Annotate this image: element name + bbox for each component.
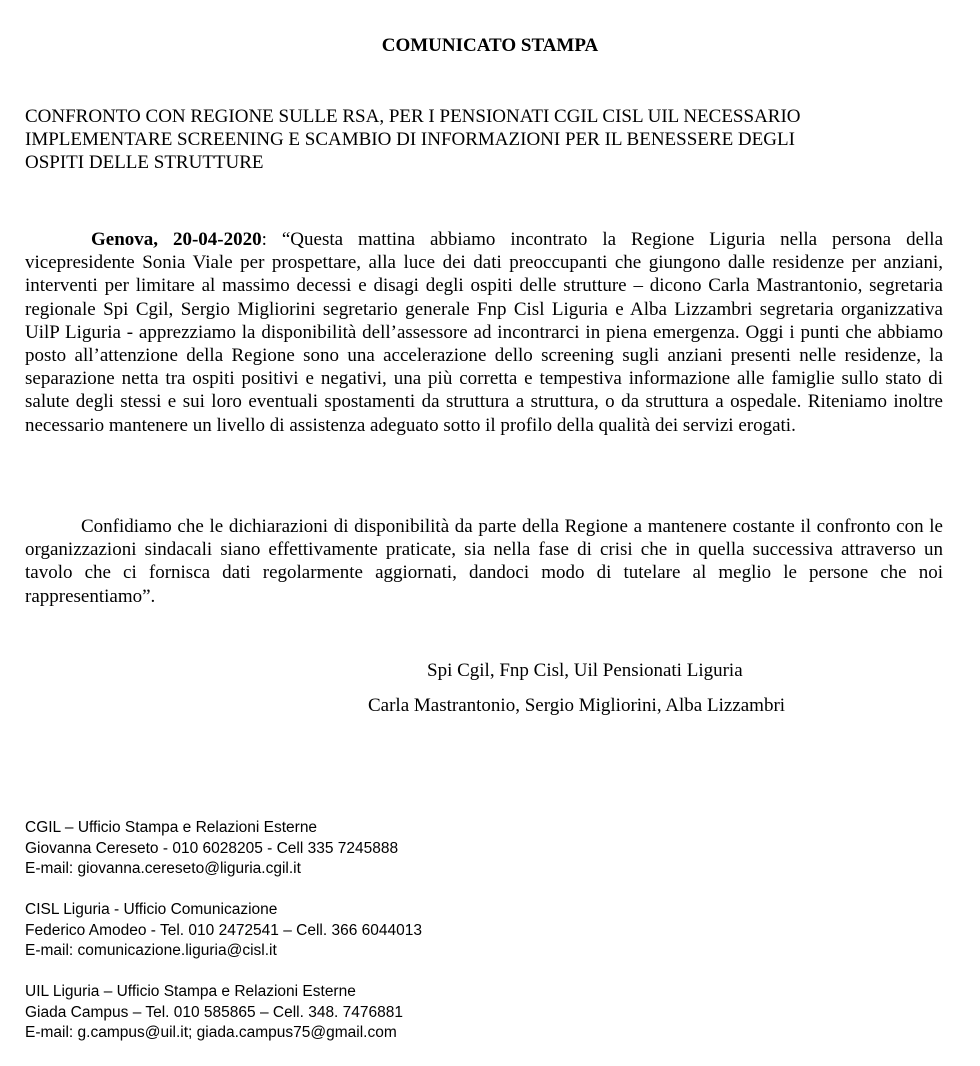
headline-line: OSPITI DELLE STRUTTURE	[25, 152, 264, 174]
contact-office: CGIL – Ufficio Stampa e Relazioni Esterne	[25, 819, 318, 836]
signature-names: Carla Mastrantonio, Sergio Migliorini, Alba Lizzambri	[368, 695, 786, 716]
headline-line: IMPLEMENTARE SCREENING E SCAMBIO DI INFORMAZIONI PER IL BENESSERE DEGLI	[25, 129, 795, 151]
body-paragraph-1	[25, 228, 943, 437]
contact-office: UIL Liguria – Ufficio Stampa e Relazioni Esterne	[25, 983, 356, 1000]
contact-office: CISL Liguria - Ufficio Comunicazione	[25, 901, 278, 918]
contact-phone: Giovanna Cereseto - 010 6028205 - Cell 335 7245888	[25, 839, 399, 857]
paragraph-1-text: : “Questa mattina abbiamo incontrato la Regione Liguria nella persona della vicepresidente Sonia Viale per prospettare, alla luce dei dati preoccupanti che giungono dalle residenze per anziani, interventi per limitare al massimo decessi e disagi degli ospiti delle strutture – dicono Carla Mastrantonio, segretaria regionale Spi Cgil, Sergio Migliorini segretario generale Fnp Cisl Liguria e Alba Lizzambri segretaria organizzativa UilP Liguria - apprezziamo la disponibilità dell’assessore ad incontrarci in piena emergenza. Oggi i punti che abbiamo posto all’attenzione della Regione sono una accelerazione dello screening sugli anziani presenti nelle residenze, la separazione netta tra ospiti positivi e negativi, una più corretta e tempestiva informazione alle famiglie sullo stato di salute degli stessi e sui loro eventuali spostamenti da struttura a struttura, o da struttura a ospedale. Riteniamo inoltre necessario mantenere un livello di assistenza adeguato sotto il profilo della qualità dei servizi erogati.	[25, 229, 943, 436]
contact-block-uil	[25, 982, 725, 1044]
press-contacts	[25, 818, 725, 1064]
contact-block-cgil	[25, 818, 725, 880]
contact-email: E-mail: comunicazione.liguria@cisl.it	[25, 942, 277, 959]
headline-line: CONFRONTO CON REGIONE SULLE RSA, PER I PENSIONATI CGIL CISL UIL NECESSARIO	[25, 106, 801, 127]
contact-phone: Federico Amodeo - Tel. 010 2472541 – Cell. 366 6044013	[25, 921, 422, 939]
contact-block-cisl	[25, 900, 725, 962]
headline	[25, 105, 945, 175]
body-paragraph-2: Confidiamo che le dichiarazioni di disponibilità da parte della Regione a mantenere costante il confronto con le organizzazioni sindacali siano effettivamente praticate, sia nella fase di crisi che in quella successiva attraverso un tavolo che ci fornisca dati regolarmente aggiornati, dandoci modo di tutelare al meglio le persone che noi rappresentiamo”.	[25, 516, 943, 607]
document-title: COMUNICATO STAMPA	[381, 35, 599, 56]
dateline: Genova, 20-04-2020	[91, 229, 262, 250]
contact-email: E-mail: g.campus@uil.it; giada.campus75@gmail.com	[25, 1024, 397, 1041]
contact-phone: Giada Campus – Tel. 010 585865 – Cell. 348. 7476881	[25, 1003, 404, 1021]
signature-organizations: Spi Cgil, Fnp Cisl, Uil Pensionati Liguria	[427, 660, 743, 681]
contact-email: E-mail: giovanna.cereseto@liguria.cgil.it	[25, 860, 301, 877]
